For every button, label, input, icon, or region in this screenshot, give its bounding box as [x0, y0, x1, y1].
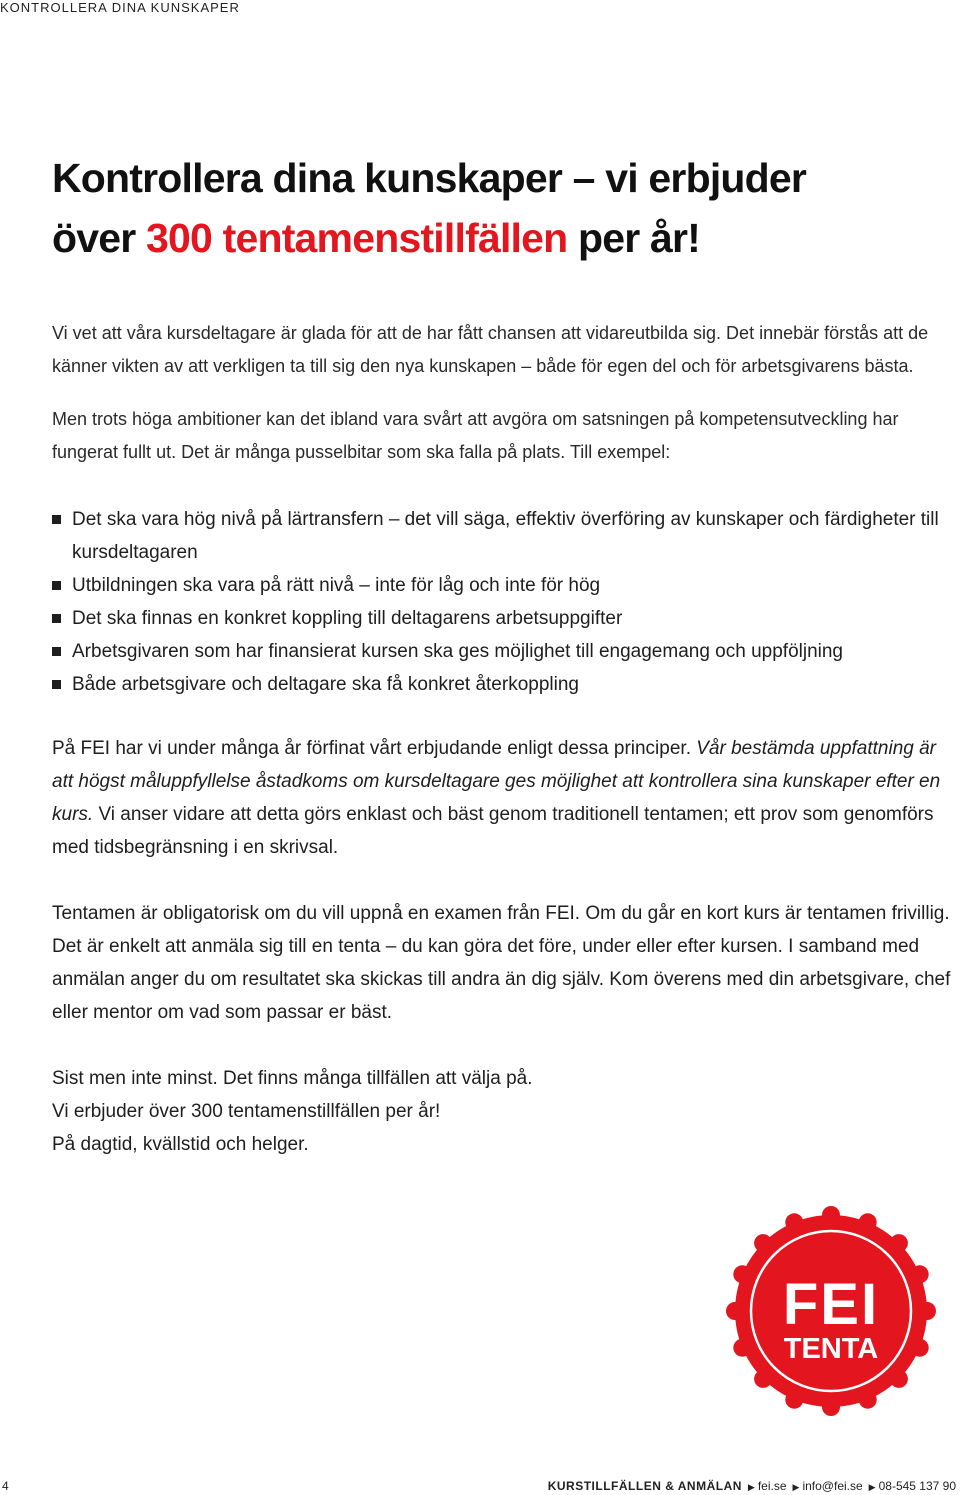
- triangle-right-icon: ▶: [747, 1482, 755, 1492]
- bullet-square-icon: [52, 680, 61, 689]
- bullet-square-icon: [52, 581, 61, 590]
- footer-section-title: KURSTILLFÄLLEN & ANMÄLAN: [547, 1479, 742, 1493]
- headline-line1: Kontrollera dina kunskaper – vi erbjuder: [52, 155, 807, 201]
- list-item: Det ska finnas en konkret koppling till deltagarens arbetsuppgifter: [52, 602, 952, 635]
- triangle-right-icon: ▶: [868, 1482, 876, 1492]
- fei-tenta-seal: [726, 1206, 936, 1416]
- article-body: [52, 317, 952, 1161]
- headline-highlight: 300 tentamenstillfällen: [146, 215, 568, 261]
- closing-paragraph: Sist men inte minst. Det finns många tillfällen att välja på. Vi erbjuder över 300 tentamenstillfällen per år! På dagtid, kvällstid och helger.: [52, 1068, 533, 1155]
- footer-website-link[interactable]: fei.se: [757, 1479, 787, 1493]
- body-paragraph-2: Tentamen är obligatorisk om du vill uppnå en examen från FEI. Om du går en kort kurs är tentamen frivillig. Det är enkelt att anmäla sig till en tenta – du kan göra det före, under eller efter kursen. I samband med anmälan anger du om resultatet ska skickas till andra än dig själv. Kom överens med din arbetsgivare, chef eller mentor om vad som passar er bäst.: [52, 903, 951, 1023]
- list-item: Arbetsgivaren som har finansierat kursen ska ges möjlighet till engagemang och uppföljning: [52, 635, 952, 668]
- list-item: Det ska vara hög nivå på lärtransfern – det vill säga, effektiv överföring av kunskaper och färdigheter till kursdeltagaren: [52, 503, 952, 569]
- page-headline: [52, 148, 952, 268]
- emphasis-text: Vår bestämda uppfattning är att högst måluppfyllelse åstadkoms om kursdeltagare ges möjlighet att kontrollera sina kunskaper efter en kurs.: [52, 738, 941, 825]
- triangle-right-icon: ▶: [792, 1482, 800, 1492]
- list-item: Både arbetsgivare och deltagare ska få konkret återkoppling: [52, 668, 952, 701]
- seal-label: TENTA: [783, 1333, 879, 1365]
- bullet-square-icon: [52, 614, 61, 623]
- footer-email-link[interactable]: info@fei.se: [802, 1479, 863, 1493]
- seal-logo-text: FEI: [782, 1272, 880, 1337]
- running-header: KONTROLLERA DINA KUNSKAPER: [0, 0, 240, 15]
- body-paragraph-1: På FEI har vi under många år förfinat vårt erbjudande enligt dessa principer. Vår bestämda uppfattning är att högst måluppfyllelse åstadkoms om kursdeltagare ges möjlighet att kontrollera sina kunskaper efter en kurs. Vi anser vidare att detta görs enklast och bäst genom traditionell tentamen; ett prov som genomförs med tidsbegränsning i en skrivsal.: [52, 738, 941, 858]
- body-section: [52, 732, 952, 1161]
- footer-phone: 08-545 137 90: [878, 1479, 956, 1493]
- page-footer: [0, 1478, 960, 1494]
- intro-paragraph-1: Vi vet att våra kursdeltagare är glada för att de har fått chansen att vidareutbilda sig. Det innebär förstås att de känner vikten av att verkligen ta till sig den nya kunskapen – både för egen del och för arbetsgivarens bästa.: [52, 323, 929, 376]
- intro-section: [52, 317, 952, 469]
- bullet-square-icon: [52, 515, 61, 524]
- headline-line2-start: över: [52, 215, 146, 261]
- page-number: 4: [2, 1479, 9, 1493]
- footer-contact: [548, 1478, 956, 1495]
- bullet-square-icon: [52, 647, 61, 656]
- list-item: Utbildningen ska vara på rätt nivå – inte för låg och inte för hög: [52, 569, 952, 602]
- intro-paragraph-2: Men trots höga ambitioner kan det ibland vara svårt att avgöra om satsningen på kompetensutveckling har fungerat fullt ut. Det är många pusselbitar som ska falla på plats. Till exempel:: [52, 409, 899, 462]
- criteria-list: [52, 503, 952, 701]
- headline-line2-end: per år!: [567, 215, 700, 261]
